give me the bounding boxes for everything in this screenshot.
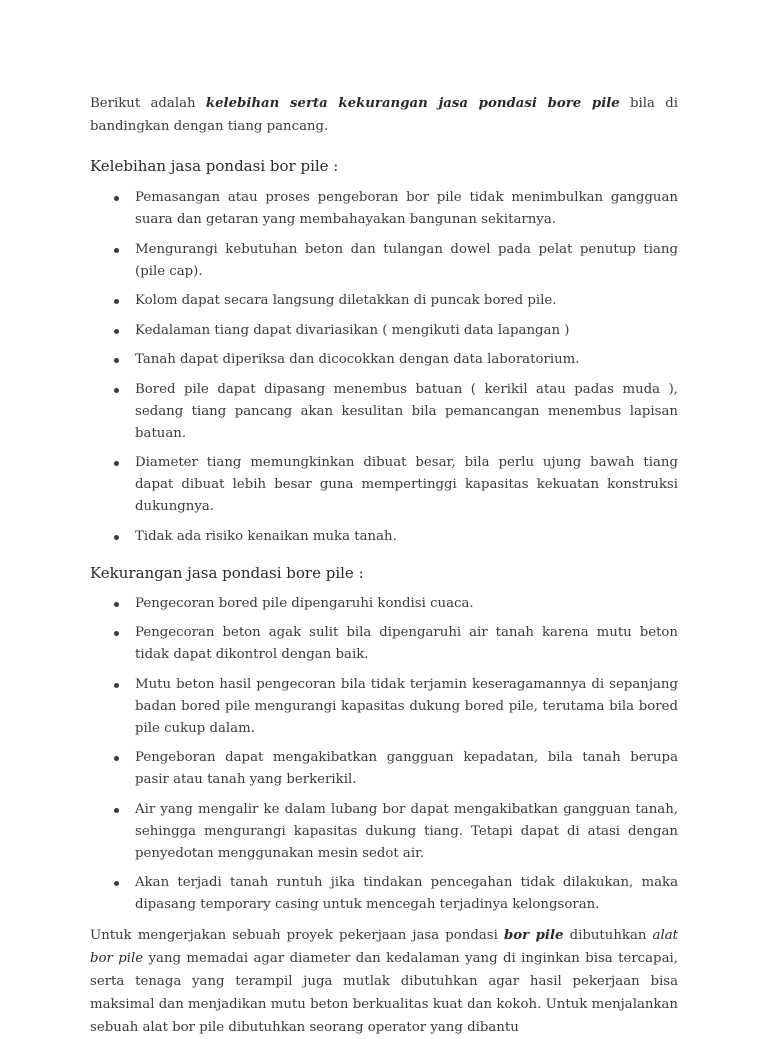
closing-text-3: yang memadai agar diameter dan kedalaman yang di inginkan bisa tercapai, serta tenaga yang terampil juga mutlak dibutuhkan agar hasil pekerjaan bisa maksimal dan menjadikan mutu beton berkualitas kuat dan kokoh. Untuk menjalankan sebuah alat bor pile dibutuhkan seorang operator yang dibantu: [90, 950, 678, 1035]
disadvantages-heading: Kekurangan jasa pondasi bore pile :: [90, 563, 364, 582]
list-item: [90, 872, 678, 916]
list-item: [90, 452, 678, 518]
disadvantage-text: Mutu beton hasil pengecoran bila tidak terjamin keseragamannya di sepanjang badan bored pile mengurangi kapasitas dukung bored pile, terutama bila bored pile cukup dalam.: [135, 676, 678, 736]
list-item: [90, 187, 678, 231]
bullet-icon: [114, 881, 119, 886]
advantage-text: Tidak ada risiko kenaikan muka tanah.: [135, 528, 397, 544]
closing-text-1: Untuk mengerjakan sebuah proyek pekerjaan jasa pondasi: [90, 927, 504, 943]
disadvantage-text: Pengecoran beton agak sulit bila dipengaruhi air tanah karena mutu beton tidak dapat dikontrol dengan baik.: [135, 625, 678, 662]
bullet-icon: [114, 196, 119, 201]
disadvantages-list: [90, 593, 678, 917]
advantage-text: Pemasangan atau proses pengeboran bor pile tidak menimbulkan gangguan suara dan getaran yang membahayakan bangunan sekitarnya.: [135, 190, 678, 227]
list-item: [90, 747, 678, 791]
intro-paragraph: [90, 92, 678, 138]
bullet-icon: [114, 756, 119, 761]
bullet-icon: [114, 535, 119, 540]
list-item: [90, 320, 678, 342]
advantage-text: Bored pile dapat dipasang menembus batuan ( kerikil atau padas muda ), sedang tiang pancang akan kesulitan bila pemancangan menembus lapisan batuan.: [135, 381, 678, 441]
intro-emphasis: kelebihan serta kekurangan jasa pondasi bore pile: [205, 96, 620, 111]
list-item: [90, 379, 678, 445]
bullet-icon: [114, 461, 119, 466]
list-item: [90, 799, 678, 865]
intro-text-after: bila di bandingkan dengan tiang pancang.: [90, 96, 678, 134]
list-item: [90, 239, 678, 283]
document-page: [90, 92, 678, 1039]
advantages-heading: Kelebihan jasa pondasi bor pile :: [90, 157, 339, 175]
list-item: [90, 349, 678, 371]
bullet-icon: [114, 602, 119, 607]
list-item: [90, 674, 678, 740]
list-item: [90, 526, 678, 548]
closing-paragraph: [90, 924, 678, 1039]
list-item: [90, 290, 678, 312]
closing-text-2: dibutuhkan: [563, 927, 653, 943]
disadvantage-text: Air yang mengalir ke dalam lubang bor dapat mengakibatkan gangguan tanah, sehingga mengurangi kapasitas dukung tiang. Tetapi dapat di atasi dengan penyedotan menggunakan mesin sedot air.: [135, 801, 678, 861]
bullet-icon: [114, 248, 119, 253]
closing-bold-term: bor pile: [503, 927, 564, 943]
intro-text-before: Berikut adalah: [90, 96, 206, 111]
bullet-icon: [114, 358, 119, 363]
list-item: [90, 622, 678, 666]
closing-italic-term: alat bor pile: [90, 927, 678, 966]
advantages-list: [90, 187, 678, 548]
bullet-icon: [114, 299, 119, 304]
advantage-text: Tanah dapat diperiksa dan dicocokkan dengan data laboratorium.: [135, 352, 580, 367]
disadvantage-text: Akan terjadi tanah runtuh jika tindakan pencegahan tidak dilakukan, maka dipasang temporary casing untuk mencegah terjadinya kelongsoran.: [135, 875, 678, 912]
list-item: [90, 593, 678, 615]
advantage-text: Mengurangi kebutuhan beton dan tulangan dowel pada pelat penutup tiang (pile cap).: [135, 241, 678, 279]
disadvantage-text: Pengeboran dapat mengakibatkan gangguan kepadatan, bila tanah berupa pasir atau tanah yang berkerikil.: [135, 750, 678, 787]
advantage-text: Kedalaman tiang dapat divariasikan ( mengikuti data lapangan ): [135, 322, 570, 338]
bullet-icon: [114, 808, 119, 813]
advantage-text: Kolom dapat secara langsung diletakkan di puncak bored pile.: [135, 293, 557, 308]
bullet-icon: [114, 683, 119, 688]
advantage-text: Diameter tiang memungkinkan dibuat besar, bila perlu ujung bawah tiang dapat dibuat lebih besar guna mempertinggi kapasitas kekuatan konstruksi dukungnya.: [135, 455, 678, 514]
bullet-icon: [114, 631, 119, 636]
disadvantage-text: Pengecoran bored pile dipengaruhi kondisi cuaca.: [135, 595, 474, 611]
bullet-icon: [114, 388, 119, 393]
bullet-icon: [114, 329, 119, 334]
